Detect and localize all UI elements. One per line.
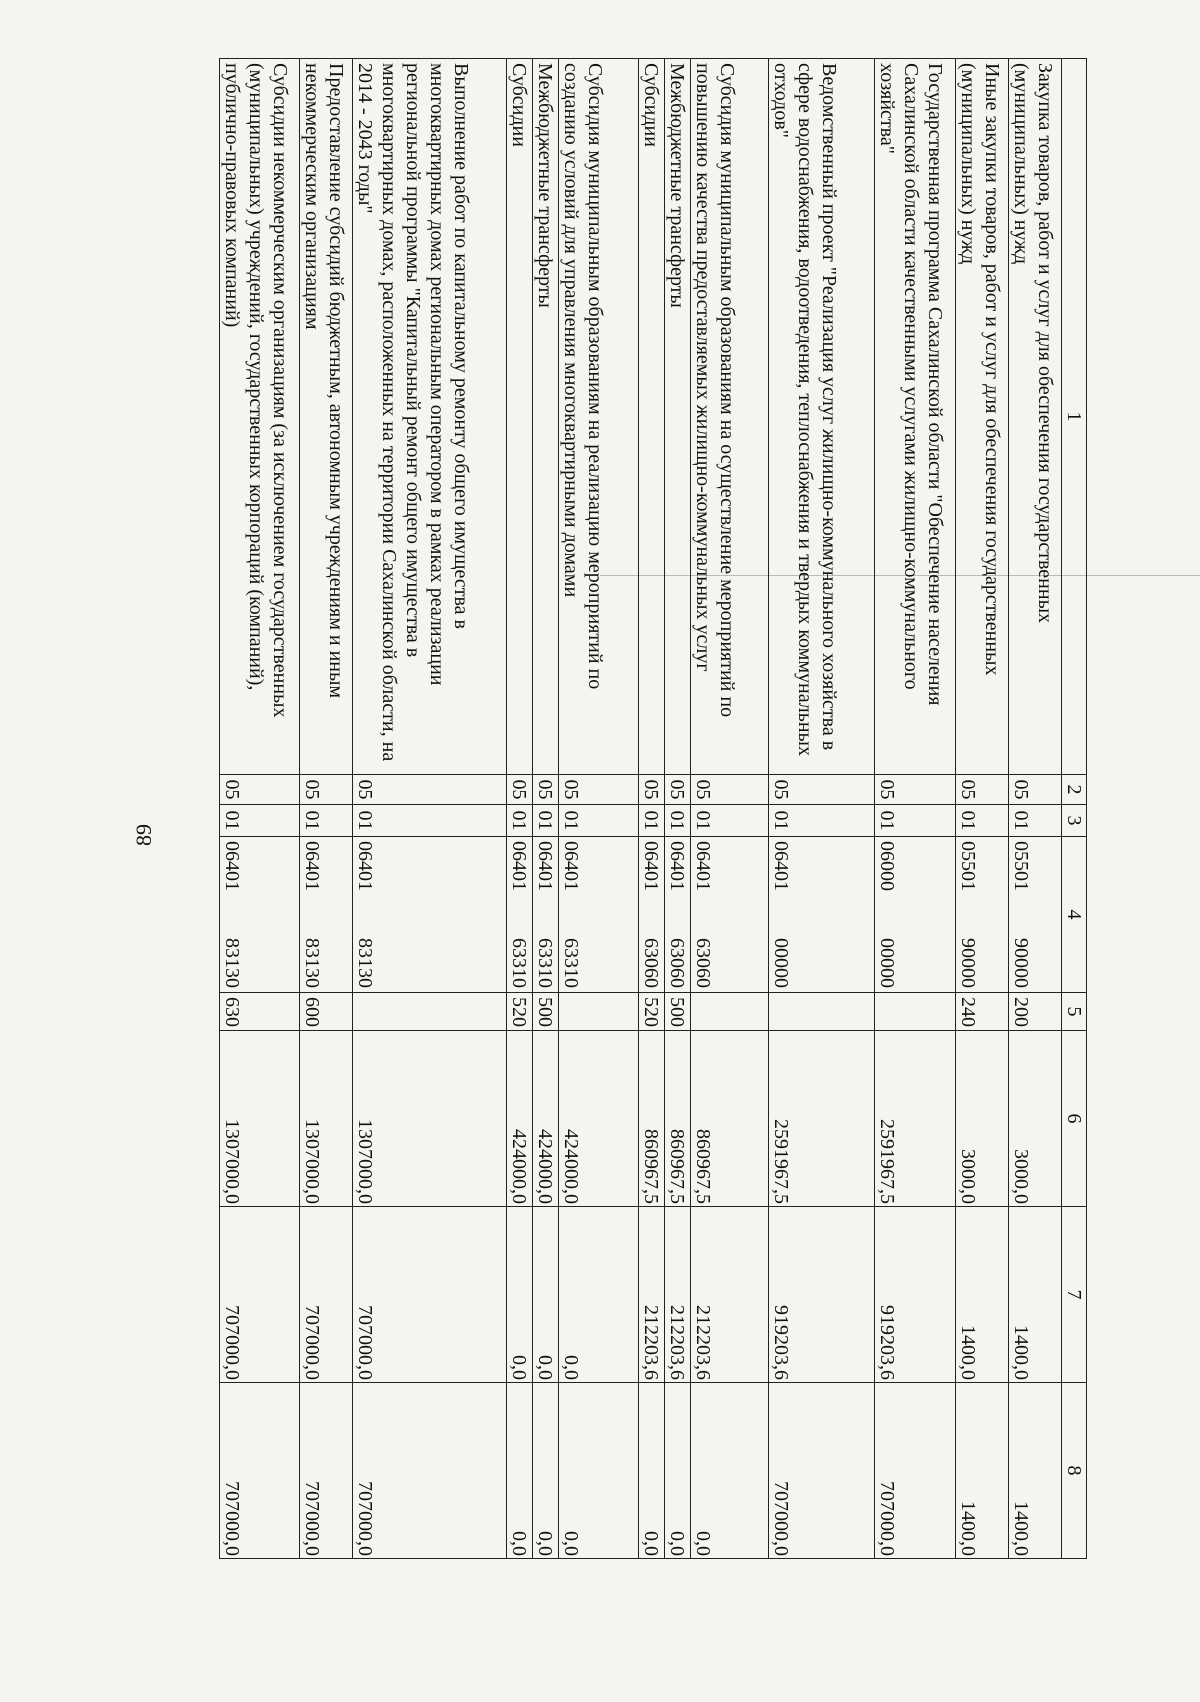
table-row [875,59,956,1559]
section-code-cell: 05 [691,775,769,805]
subsection-code-cell: 01 [665,805,691,837]
amount-year1-cell: 424000,0 [533,1031,559,1207]
row-name-cell: Субсидии [639,59,665,775]
row-name-cell: Предоставление субсидий бюджетным, автономным учреждениям и иным некоммерческим организациям [300,59,353,775]
table-row [300,59,353,1559]
header-cell: 4 [1062,837,1087,993]
direction-code: 00000 [876,938,898,988]
subsection-code-cell: 01 [639,805,665,837]
expense-type-cell [691,993,769,1031]
program-code: 06401 [692,841,714,891]
amount-year2-cell: 212203,6 [691,1207,769,1383]
amount-year1-cell: 1307000,0 [300,1031,353,1207]
amount-year2-cell: 0,0 [507,1207,533,1383]
target-article-cell [533,837,559,993]
amount-year3-cell: 0,0 [639,1383,665,1559]
header-cell: 7 [1062,1207,1087,1383]
direction-code: 63060 [666,938,688,988]
direction-code: 00000 [770,938,792,988]
header-cell: 8 [1062,1383,1087,1559]
amount-year2-cell: 919203,6 [875,1207,956,1383]
program-code: 06401 [666,841,688,891]
target-article-cell [691,837,769,993]
amount-year2-cell: 707000,0 [300,1207,353,1383]
amount-year1-cell: 424000,0 [559,1031,639,1207]
section-code-cell: 05 [665,775,691,805]
program-code: 06401 [301,841,323,891]
subsection-code-cell: 01 [875,805,956,837]
row-name-cell: Межбюджетные трансферты [665,59,691,775]
header-cell: 1 [1062,59,1087,775]
amount-year2-cell: 919203,6 [769,1207,875,1383]
amount-year2-cell: 1400,0 [956,1207,1009,1383]
section-code-cell: 05 [220,775,300,805]
table-row [353,59,507,1559]
table-row [559,59,639,1559]
amount-year2-cell: 707000,0 [353,1207,507,1383]
direction-code: 63310 [534,938,556,988]
section-code-cell: 05 [1009,775,1062,805]
row-name-cell: Межбюджетные трансферты [533,59,559,775]
section-code-cell: 05 [300,775,353,805]
subsection-code-cell: 01 [559,805,639,837]
target-article-cell [639,837,665,993]
amount-year1-cell: 3000,0 [956,1031,1009,1207]
subsection-code-cell: 01 [220,805,300,837]
target-article-cell [769,837,875,993]
amount-year1-cell: 424000,0 [507,1031,533,1207]
program-code: 06401 [534,841,556,891]
table-row [507,59,533,1559]
row-name-cell: Государственная программа Сахалинской области "Обеспечение населения Сахалинской области качественными услугами жилищно-коммунального хозяйства" [875,59,956,775]
target-article-cell [1009,837,1062,993]
budget-table [219,58,1087,1559]
header-cell: 2 [1062,775,1087,805]
program-code: 06401 [221,841,243,891]
program-code: 05501 [1010,841,1032,891]
table-row [1009,59,1062,1559]
amount-year3-cell: 707000,0 [353,1383,507,1559]
expense-type-cell: 520 [639,993,665,1031]
header-cell: 5 [1062,993,1087,1031]
page-number: 89 [131,824,156,846]
section-code-cell: 05 [559,775,639,805]
amount-year3-cell: 1400,0 [1009,1383,1062,1559]
section-code-cell: 05 [639,775,665,805]
table-row [639,59,665,1559]
amount-year3-cell: 707000,0 [220,1383,300,1559]
table-row [691,59,769,1559]
amount-year1-cell: 1307000,0 [353,1031,507,1207]
subsection-code-cell: 01 [956,805,1009,837]
direction-code: 83130 [301,938,323,988]
expense-type-cell: 240 [956,993,1009,1031]
table-row [769,59,875,1559]
amount-year3-cell: 707000,0 [769,1383,875,1559]
expense-type-cell: 500 [665,993,691,1031]
target-article-cell [353,837,507,993]
target-article-cell [300,837,353,993]
section-code-cell: 05 [875,775,956,805]
section-code-cell: 05 [533,775,559,805]
amount-year3-cell: 0,0 [665,1383,691,1559]
section-code-cell: 05 [956,775,1009,805]
program-code: 06401 [560,841,582,891]
amount-year3-cell: 0,0 [507,1383,533,1559]
target-article-cell [559,837,639,993]
row-name-cell: Субсидия муниципальным образованиям на осуществление мероприятий по повышению качества предоставляемых жилищно-коммунальных услуг [691,59,769,775]
row-name-cell: Выполнение работ по капитальному ремонту общего имущества в многоквартирных домах региональным оператором в рамках реализации региональной программы "Капитальный ремонт общего имущества в многоквартирных домах, расположенных на территории Сахалинской области, на 2014 - 2043 годы" [353,59,507,775]
amount-year3-cell: 707000,0 [875,1383,956,1559]
row-name-cell: Иные закупки товаров, работ и услуг для обеспечения государственных (муниципальных) нужд [956,59,1009,775]
table-row [220,59,300,1559]
subsection-code-cell: 01 [533,805,559,837]
program-code: 06401 [508,841,530,891]
table-row [533,59,559,1559]
expense-type-cell: 520 [507,993,533,1031]
expense-type-cell: 200 [1009,993,1062,1031]
rotated-document [146,58,1087,1558]
subsection-code-cell: 01 [353,805,507,837]
amount-year3-cell: 0,0 [691,1383,769,1559]
table-row [956,59,1009,1559]
subsection-code-cell: 01 [300,805,353,837]
program-code: 06000 [876,841,898,891]
expense-type-cell: 630 [220,993,300,1031]
target-article-cell [875,837,956,993]
row-name-cell: Субсидии некоммерческим организациям (за исключением государственных (муниципальных) учреждений, государственных корпораций (компаний), публично-правовых компаний) [220,59,300,775]
target-article-cell [220,837,300,993]
amount-year1-cell: 860967,5 [665,1031,691,1207]
expense-type-cell [769,993,875,1031]
target-article-cell [665,837,691,993]
direction-code: 63060 [640,938,662,988]
row-name-cell: Субсидия муниципальным образованиям на реализацию мероприятий по созданию условий для управления многоквартирными домами [559,59,639,775]
section-code-cell: 05 [769,775,875,805]
subsection-code-cell: 01 [691,805,769,837]
amount-year3-cell: 0,0 [559,1383,639,1559]
program-code: 05501 [957,841,979,891]
section-code-cell: 05 [353,775,507,805]
row-name-cell: Субсидии [507,59,533,775]
program-code: 06401 [640,841,662,891]
subsection-code-cell: 01 [507,805,533,837]
amount-year1-cell: 1307000,0 [220,1031,300,1207]
direction-code: 63310 [560,938,582,988]
program-code: 06401 [770,841,792,891]
amount-year2-cell: 212203,6 [665,1207,691,1383]
amount-year3-cell: 0,0 [533,1383,559,1559]
expense-type-cell: 600 [300,993,353,1031]
amount-year1-cell: 2591967,5 [875,1031,956,1207]
row-name-cell: Ведомственный проект "Реализация услуг жилищно-коммунального хозяйства в сфере водоснабжения, водоотведения, теплоснабжения и твердых коммунальных отходов" [769,59,875,775]
header-cell: 6 [1062,1031,1087,1207]
direction-code: 90000 [957,938,979,988]
section-code-cell: 05 [507,775,533,805]
amount-year3-cell: 707000,0 [300,1383,353,1559]
target-article-cell [507,837,533,993]
expense-type-cell [353,993,507,1031]
direction-code: 90000 [1010,938,1032,988]
amount-year1-cell: 3000,0 [1009,1031,1062,1207]
amount-year2-cell: 1400,0 [1009,1207,1062,1383]
program-code: 06401 [354,841,376,891]
direction-code: 83130 [221,938,243,988]
direction-code: 63060 [692,938,714,988]
amount-year2-cell: 707000,0 [220,1207,300,1383]
subsection-code-cell: 01 [1009,805,1062,837]
amount-year1-cell: 860967,5 [691,1031,769,1207]
row-name-cell: Закупка товаров, работ и услуг для обеспечения государственных (муниципальных) нужд [1009,59,1062,775]
subsection-code-cell: 01 [769,805,875,837]
amount-year2-cell: 0,0 [559,1207,639,1383]
header-cell: 3 [1062,805,1087,837]
amount-year3-cell: 1400,0 [956,1383,1009,1559]
amount-year1-cell: 860967,5 [639,1031,665,1207]
target-article-cell [956,837,1009,993]
expense-type-cell [875,993,956,1031]
direction-code: 83130 [354,938,376,988]
table-row [665,59,691,1559]
amount-year2-cell: 212203,6 [639,1207,665,1383]
header-row [1062,59,1087,1559]
direction-code: 63310 [508,938,530,988]
expense-type-cell: 500 [533,993,559,1031]
amount-year1-cell: 2591967,5 [769,1031,875,1207]
expense-type-cell [559,993,639,1031]
amount-year2-cell: 0,0 [533,1207,559,1383]
